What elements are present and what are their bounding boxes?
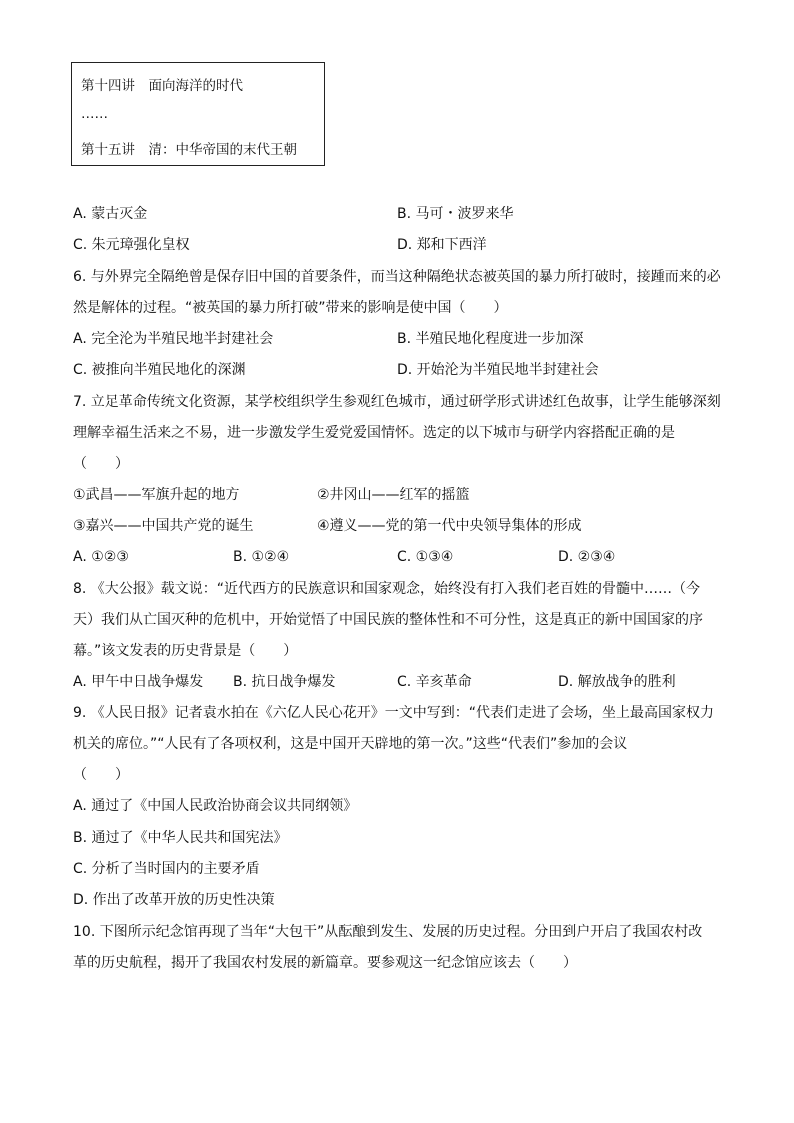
q9-stem-line-1: 9. 《人民日报》记者袁水拍在《六亿人民心花开》一文中写到：“代表们走进了会场，坐上最高国家权力 — [73, 705, 715, 721]
q8-option-c: C. 辛亥革命 — [397, 674, 472, 690]
q7-stem-line-1: 7. 立足革命传统文化资源，某学校组织学生参观红色城市，通过研学形式讲述红色故事，让学生能够深刻 — [73, 394, 721, 410]
q9-option-b: B. 通过了《中华人民共和国宪法》 — [73, 830, 288, 846]
q5-option-c: C. 朱元璋强化皇权 — [73, 237, 190, 253]
q6-option-d: D. 开始沦为半殖民地半封建社会 — [397, 362, 599, 378]
q9-option-c: C. 分析了当时国内的主要矛盾 — [73, 861, 260, 877]
toc-box — [71, 62, 325, 166]
q7-item-4: ④遵义——党的第一代中央领导集体的形成 — [317, 518, 582, 534]
q8-option-a: A. 甲午中日战争爆发 — [73, 674, 204, 690]
q6-option-b: B. 半殖民地化程度进一步加深 — [397, 331, 584, 347]
q6-option-c: C. 被推向半殖民地化的深渊 — [73, 362, 246, 378]
q7-option-d: D. ②③④ — [558, 549, 616, 565]
q6-stem-line-2: 然是解体的过程。“被英国的暴力所打破”带来的影响是使中国（ ） — [73, 300, 508, 316]
q8-option-b: B. 抗日战争爆发 — [233, 674, 336, 690]
q7-item-2: ②井冈山——红军的摇篮 — [317, 487, 470, 503]
q8-stem-line-3: 幕。”该文发表的历史背景是（ ） — [73, 643, 298, 659]
q7-option-c: C. ①③④ — [397, 549, 454, 565]
q5-option-d: D. 郑和下西洋 — [397, 237, 487, 253]
q7-option-b: B. ①②④ — [233, 549, 290, 565]
q7-item-1: ①武昌——军旗升起的地方 — [73, 487, 240, 503]
q9-stem-line-2: 机关的席位。”“人民有了各项权利，这是中国开天辟地的第一次。”这些“代表们”参加的会议 — [73, 736, 628, 752]
q5-option-a: A. 蒙古灭金 — [73, 206, 148, 222]
q7-stem-line-2: 理解幸福生活来之不易，进一步激发学生爱党爱国情怀。选定的以下城市与研学内容搭配正确的是 — [73, 425, 675, 441]
q8-stem-line-1: 8. 《大公报》载文说：“近代西方的民族意识和国家观念，始终没有打入我们老百姓的骨髓中……（今 — [73, 581, 701, 597]
q8-stem-line-2: 天）我们从亡国灭种的危机中，开始觉悟了中国民族的整体性和不可分性，这是真正的新中国国家的序 — [73, 612, 703, 628]
q5-option-b: B. 马可・波罗来华 — [397, 206, 514, 222]
q7-option-a: A. ①②③ — [73, 549, 129, 565]
q9-stem-line-3: （ ） — [73, 767, 129, 783]
q6-option-a: A. 完全沦为半殖民地半封建社会 — [73, 331, 274, 347]
toc-line-1: 第十四讲 面向海洋的时代 — [81, 78, 243, 94]
q9-option-a: A. 通过了《中国人民政治协商会议共同纲领》 — [73, 798, 358, 814]
q8-option-d: D. 解放战争的胜利 — [558, 674, 676, 690]
toc-line-3: 第十五讲 清：中华帝国的末代王朝 — [81, 142, 297, 158]
q9-option-d: D. 作出了改革开放的历史性决策 — [73, 892, 275, 908]
toc-ellipsis: …… — [81, 106, 108, 122]
q7-stem-line-3: （ ） — [73, 456, 129, 472]
q10-stem-line-2: 革的历史航程，揭开了我国农村发展的新篇章。要参观这一纪念馆应该去（ ） — [73, 955, 577, 971]
q10-stem-line-1: 10. 下图所示纪念馆再现了当年“大包干”从酝酿到发生、发展的历史过程。分田到户开启了我国农村改 — [73, 924, 703, 940]
q6-stem-line-1: 6. 与外界完全隔绝曾是保存旧中国的首要条件，而当这种隔绝状态被英国的暴力所打破时，接踵而来的必 — [73, 269, 721, 285]
q7-item-3: ③嘉兴——中国共产党的诞生 — [73, 518, 254, 534]
